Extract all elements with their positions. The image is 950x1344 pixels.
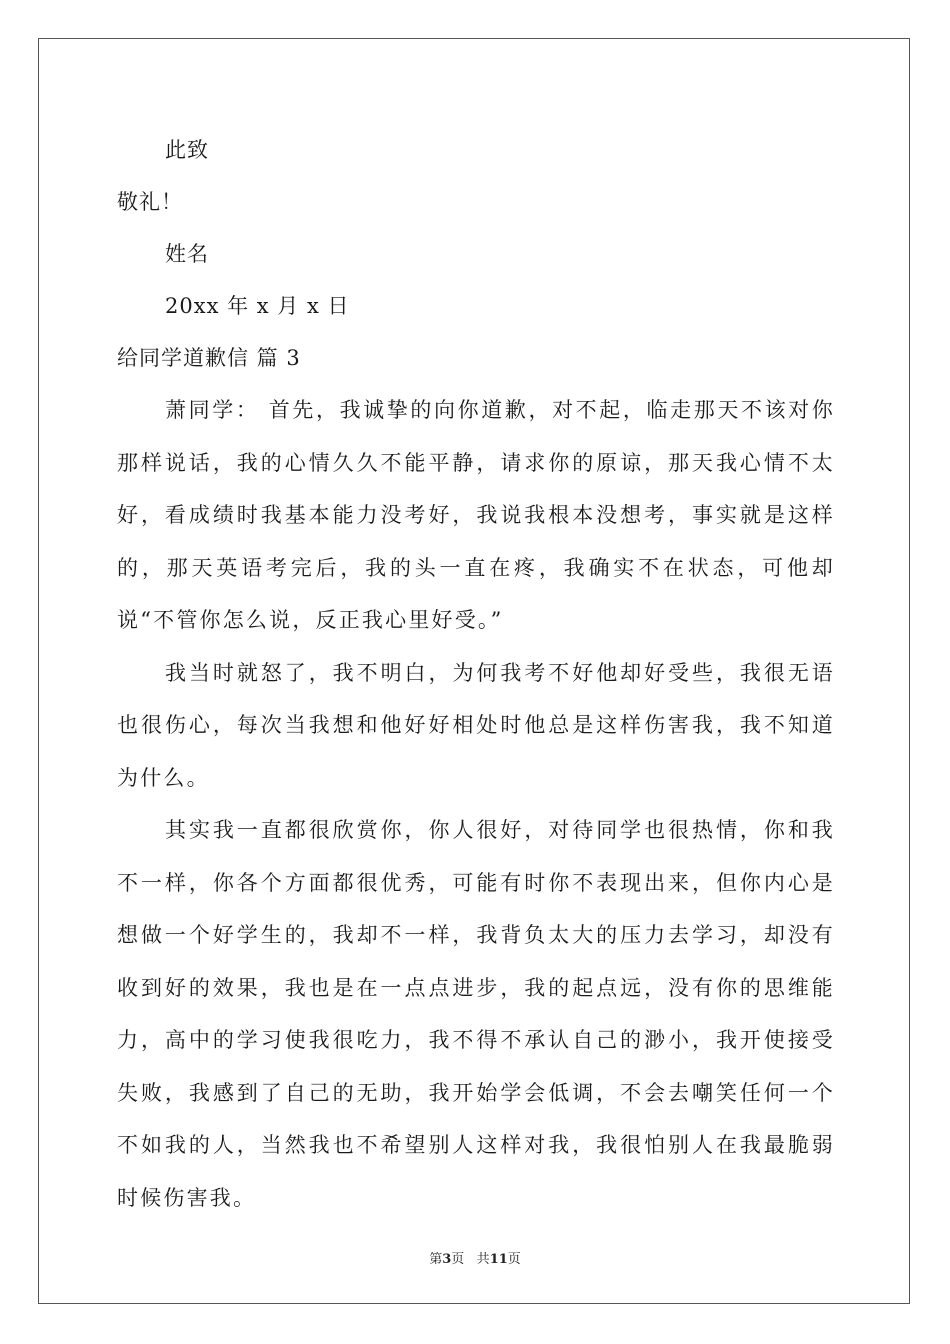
closing-line: 此致 <box>165 138 209 162</box>
page-footer <box>0 1248 950 1267</box>
page-current: 3 <box>442 1252 452 1267</box>
total-suffix: 页 <box>507 1252 521 1267</box>
page-prefix: 第 <box>429 1252 443 1267</box>
page-total: 11 <box>489 1252 508 1267</box>
paragraph-2: 我当时就怒了，我不明白，为何我考不好他却好受些，我很无语也很伤心，每次当我想和他好好相处时他总是这样伤害我，我不知道为什么。 <box>117 660 835 790</box>
section-title: 给同学道歉信 篇 3 <box>117 346 301 370</box>
paragraph-1: 萧同学： 首先，我诚挚的向你道歉，对不起，临走那天不该对你那样说话，我的心情久久不能平静，请求你的原谅，那天我心情不太好，看成绩时我基本能力没考好，我说我根本没想考，事实就是这样的，那天英语考完后，我的头一直在疼，我确实不在状态，可他却说“不管你怎么说，反正我心里好受。” <box>117 398 835 632</box>
date-line: 20xx 年 x 月 x 日 <box>165 294 350 318</box>
paragraph-3: 其实我一直都很欣赏你，你人很好，对待同学也很热情，你和我不一样，你各个方面都很优秀，可能有时你不表现出来，但你内心是想做一个好学生的，我却不一样，我背负太大的压力去学习，却没有收到好的效果，我也是在一点点进步，我的起点远，没有你的思维能力，高中的学习使我很吃力，我不得不承认自己的渺小，我开使接受失败，我感到了自己的无助，我开始学会低调，不会去嘲笑任何一个不如我的人，当然我也不希望别人这样对我，我很怕别人在我最脆弱时候伤害我。 <box>117 818 835 1210</box>
salute-line: 敬礼！ <box>117 190 183 214</box>
document-body <box>117 124 835 1224</box>
signature-line: 姓名 <box>165 242 209 266</box>
total-prefix: 共 <box>476 1252 490 1267</box>
page-suffix: 页 <box>451 1252 465 1267</box>
